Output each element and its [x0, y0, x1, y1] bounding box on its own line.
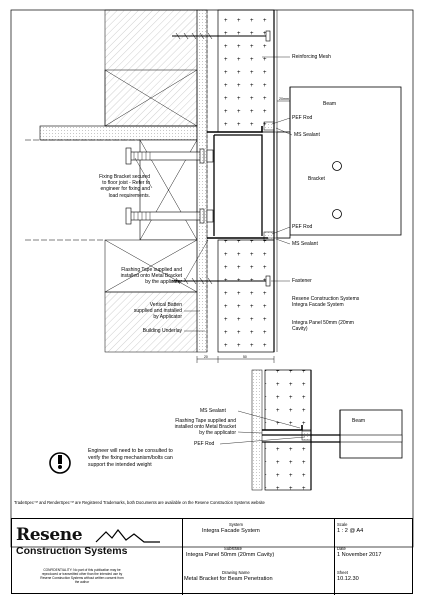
trademark-note: TradeSpec™ and RenderSpec™ are Registered Trademarks, both Documents are available on the Resene Construction Systems website	[14, 500, 265, 505]
bracket-hole-top	[333, 162, 342, 171]
scale-label: Scale	[337, 522, 348, 527]
label-engineer-note: Engineer will need to be consulted to verify the fixing mechanism/bolts can support the intended weight	[88, 448, 173, 468]
detail-panel-top	[265, 370, 311, 430]
label-flashing-tape-detail: Flashing Tape supplied and installed onto Metal Bracket by the applicator	[174, 418, 236, 437]
fastener-bracket-bottom	[207, 210, 213, 222]
brand-logo	[16, 525, 176, 565]
metal-bracket	[214, 135, 262, 236]
title-block	[11, 518, 413, 594]
label-bracket: Bracket	[308, 176, 325, 182]
warning-icon	[50, 453, 70, 473]
vertical-batten	[197, 10, 207, 352]
pef-rod-mid-mark	[264, 232, 274, 240]
brand-name: Resene	[16, 525, 83, 545]
label-ms-sealant-detail: MS Sealant	[200, 408, 226, 414]
bracket-plate	[277, 132, 290, 238]
sheet-label: Sheet	[337, 570, 348, 575]
label-pef-rod-top: PEF Rod	[292, 115, 313, 121]
substrate-label: Substrate	[224, 546, 242, 551]
system-value: Integra Facade System	[202, 528, 260, 534]
label-reinforcing-mesh: Reinforcing Mesh	[292, 54, 331, 60]
label-integra-panel: Integra Panel 50mm (20mm Cavity)	[292, 320, 354, 333]
integra-panel-top	[218, 10, 274, 132]
label-dim-20mm: 20mm	[279, 97, 289, 101]
integra-panel-bottom	[218, 240, 274, 352]
label-ms-sealant-top: MS Sealant	[294, 132, 320, 138]
sheet-value: 10.12.30	[337, 576, 359, 582]
label-fastener: Fastener	[292, 278, 312, 284]
label-dim-50: 50	[243, 355, 247, 359]
pef-rod-top-mark	[264, 122, 274, 130]
confidentiality-note: CONFIDENTIALITY: No part of this publication may be reproduced or transmitted other than the intended use by Resene Construction Systems without written consent from the author	[40, 568, 124, 584]
label-dim-20: 20	[204, 355, 208, 359]
beam-body	[290, 87, 401, 235]
label-beam: Beam	[323, 101, 337, 107]
date-value: 1 November 2017	[337, 552, 382, 558]
label-pef-rod-detail: PEF Rod	[194, 441, 215, 447]
scale-value: 1 : 2 @ A4	[337, 528, 364, 534]
label-building-underlay: Building Underlay	[142, 328, 182, 334]
fastener-bracket-top	[207, 150, 213, 162]
substrate-value: Integra Panel 50mm (20mm Cavity)	[186, 552, 275, 558]
system-label: System	[229, 522, 243, 527]
label-beam-detail: Beam	[352, 418, 366, 424]
brand-mark-icon	[94, 528, 162, 544]
label-resene-system: Resene Construction Systems Integra Facade System	[292, 296, 360, 309]
dimension-bottom	[197, 356, 274, 363]
framing-top	[105, 10, 197, 126]
label-pef-rod-mid: PEF Rod	[292, 224, 313, 230]
label-flashing-tape: Flashing Tape supplied and installed onto Metal Bracket by the applicator	[120, 267, 182, 286]
detail-panel-bottom	[265, 442, 311, 490]
detail-beam	[340, 410, 402, 458]
label-vertical-batten: Vertical Batten supplied and installed by Applicator	[133, 302, 182, 321]
detail-section	[220, 370, 402, 490]
bracket-hole-bottom	[333, 210, 342, 219]
drawing-name-label: Drawing Name	[222, 570, 250, 575]
brand-subname: Construction Systems	[16, 545, 128, 557]
label-fixing-bracket: Fixing Bracket secured to floor joist - Refer to engineer for fixing and load requirements.	[99, 174, 150, 199]
label-ms-sealant-mid: MS Sealant	[292, 241, 318, 247]
date-label: Date	[337, 546, 346, 551]
joist-plate	[40, 126, 197, 140]
drawing-name-value: Metal Bracket for Beam Penetration	[184, 576, 273, 582]
